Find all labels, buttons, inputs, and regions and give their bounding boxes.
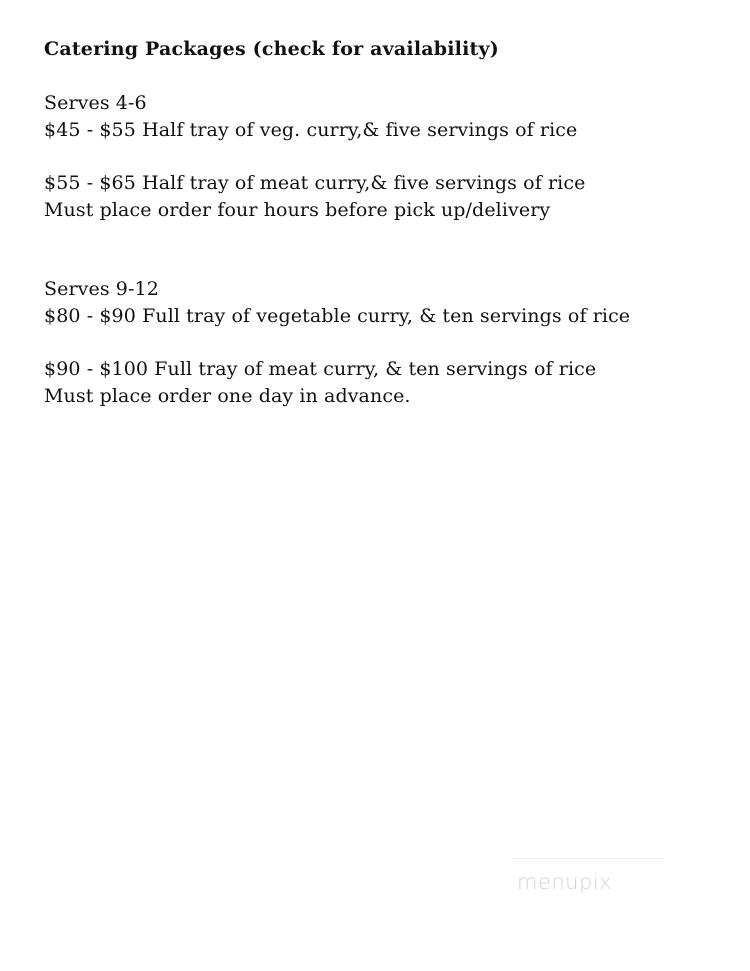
watermark-logo-text: menupix [517, 870, 613, 894]
order-note-small: Must place order four hours before pick up/delivery [44, 199, 551, 221]
package-veg-full-tray: $80 - $90 Full tray of vegetable curry, & ten servings of rice [44, 305, 631, 327]
watermark-divider [512, 858, 662, 859]
serves-label-small: Serves 4-6 [44, 92, 147, 114]
serves-label-large: Serves 9-12 [44, 278, 159, 300]
package-meat-half-tray: $55 - $65 Half tray of meat curry,& five servings of rice [44, 172, 586, 194]
package-veg-half-tray: $45 - $55 Half tray of veg. curry,& five servings of rice [44, 119, 578, 141]
package-meat-full-tray: $90 - $100 Full tray of meat curry, & ten servings of rice [44, 358, 597, 380]
menupix-watermark [512, 858, 662, 908]
order-note-large: Must place order one day in advance. [44, 385, 411, 407]
page-title: Catering Packages (check for availability) [44, 38, 499, 60]
